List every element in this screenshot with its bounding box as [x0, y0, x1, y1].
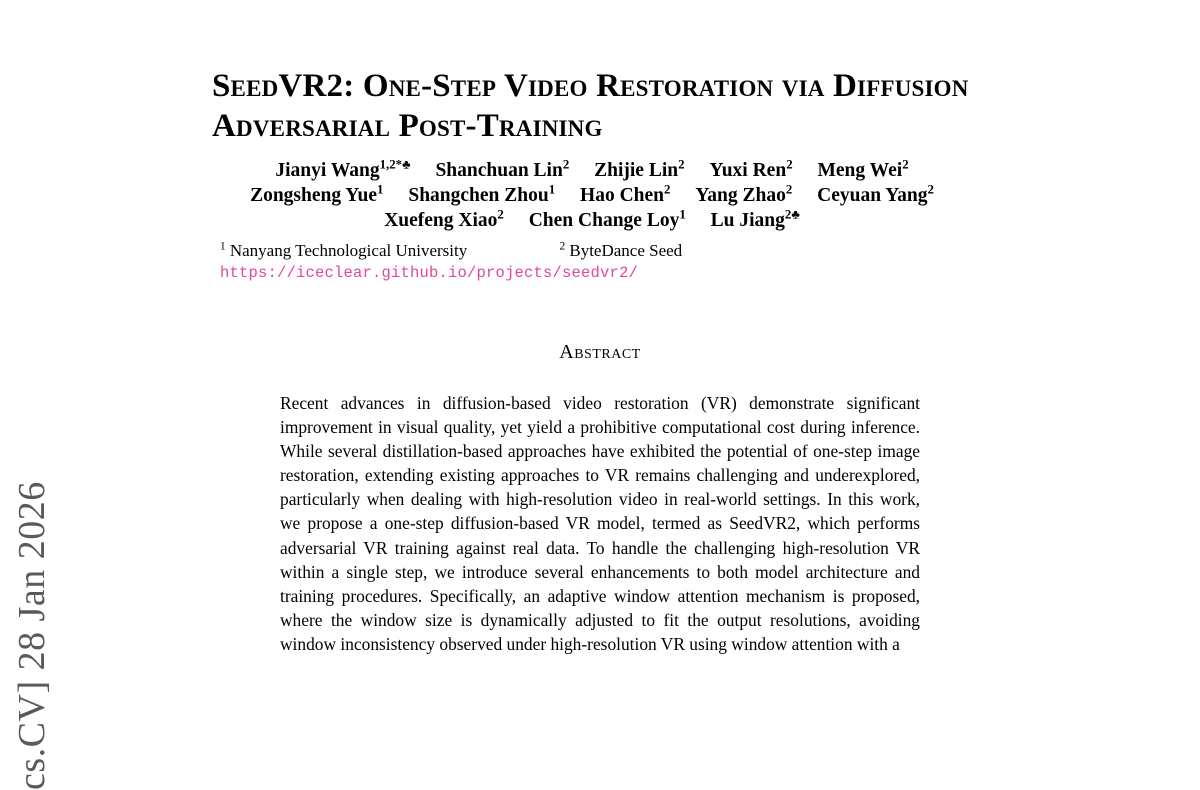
author-name: Meng Wei$^2$: [817, 157, 909, 181]
author-name: Zhijie Lin$^2$: [594, 157, 685, 181]
author-row: [212, 158, 972, 183]
affiliation-item: $^2$ ByteDance Seed: [559, 240, 683, 260]
abstract-text: Recent advances in diffusion-based video restoration (VR) demonstrate significant improvement in visual quality, yet yield a prohibitive computational cost during inference. While several distillation-based approaches have exhibited the potential of one-step image restoration, extending existing approaches to VR remains challenging and underexplored, particularly when dealing with high-resolution video in real-world settings. In this work, we propose a one-step diffusion-based VR model, termed as SeedVR2, which performs adversarial VR training against real data. To handle the challenging high-resolution VR within a single step, we introduce several enhancements to both model architecture and training procedures. Specifically, an adaptive window attention mechanism is proposed, where the window size is dynamically adjusted to fit the output resolutions, avoiding window inconsistency observed under high-resolution VR using window attention with a: [280, 393, 920, 654]
author-row: [212, 208, 972, 233]
author-name: Hao Chen$^2$: [580, 182, 671, 206]
project-page-link[interactable]: https://iceclear.github.io/projects/seedvr2/: [220, 264, 639, 282]
author-name: Shangchen Zhou$^1$: [408, 182, 556, 206]
author-name: Lu Jiang$^{2♣}$: [710, 207, 800, 231]
affiliation-item: $^1$ Nanyang Technological University: [220, 240, 468, 260]
author-list: [212, 158, 972, 233]
author-row: [212, 183, 972, 208]
author-name: Shanchuan Lin$^2$: [435, 157, 570, 181]
page-title: SeedVR2: One-Step Video Restoration via Diffusion Adversarial Post-Training: [212, 68, 969, 145]
author-name: Zongsheng Yue$^1$: [250, 182, 384, 206]
affiliation-list: [220, 240, 980, 262]
author-name: Jianyi Wang$^{1,2*♣}$: [275, 157, 411, 181]
author-name: Xuefeng Xiao$^2$: [384, 207, 504, 231]
arxiv-identifier-stamp: cs.CV] 28 Jan 2026: [11, 481, 53, 790]
author-name: Ceyuan Yang$^2$: [817, 182, 934, 206]
author-name: Yuxi Ren$^2$: [709, 157, 793, 181]
abstract-heading: Abstract: [559, 341, 641, 363]
author-name: Yang Zhao$^2$: [695, 182, 793, 206]
author-name: Chen Change Loy$^1$: [528, 207, 686, 231]
